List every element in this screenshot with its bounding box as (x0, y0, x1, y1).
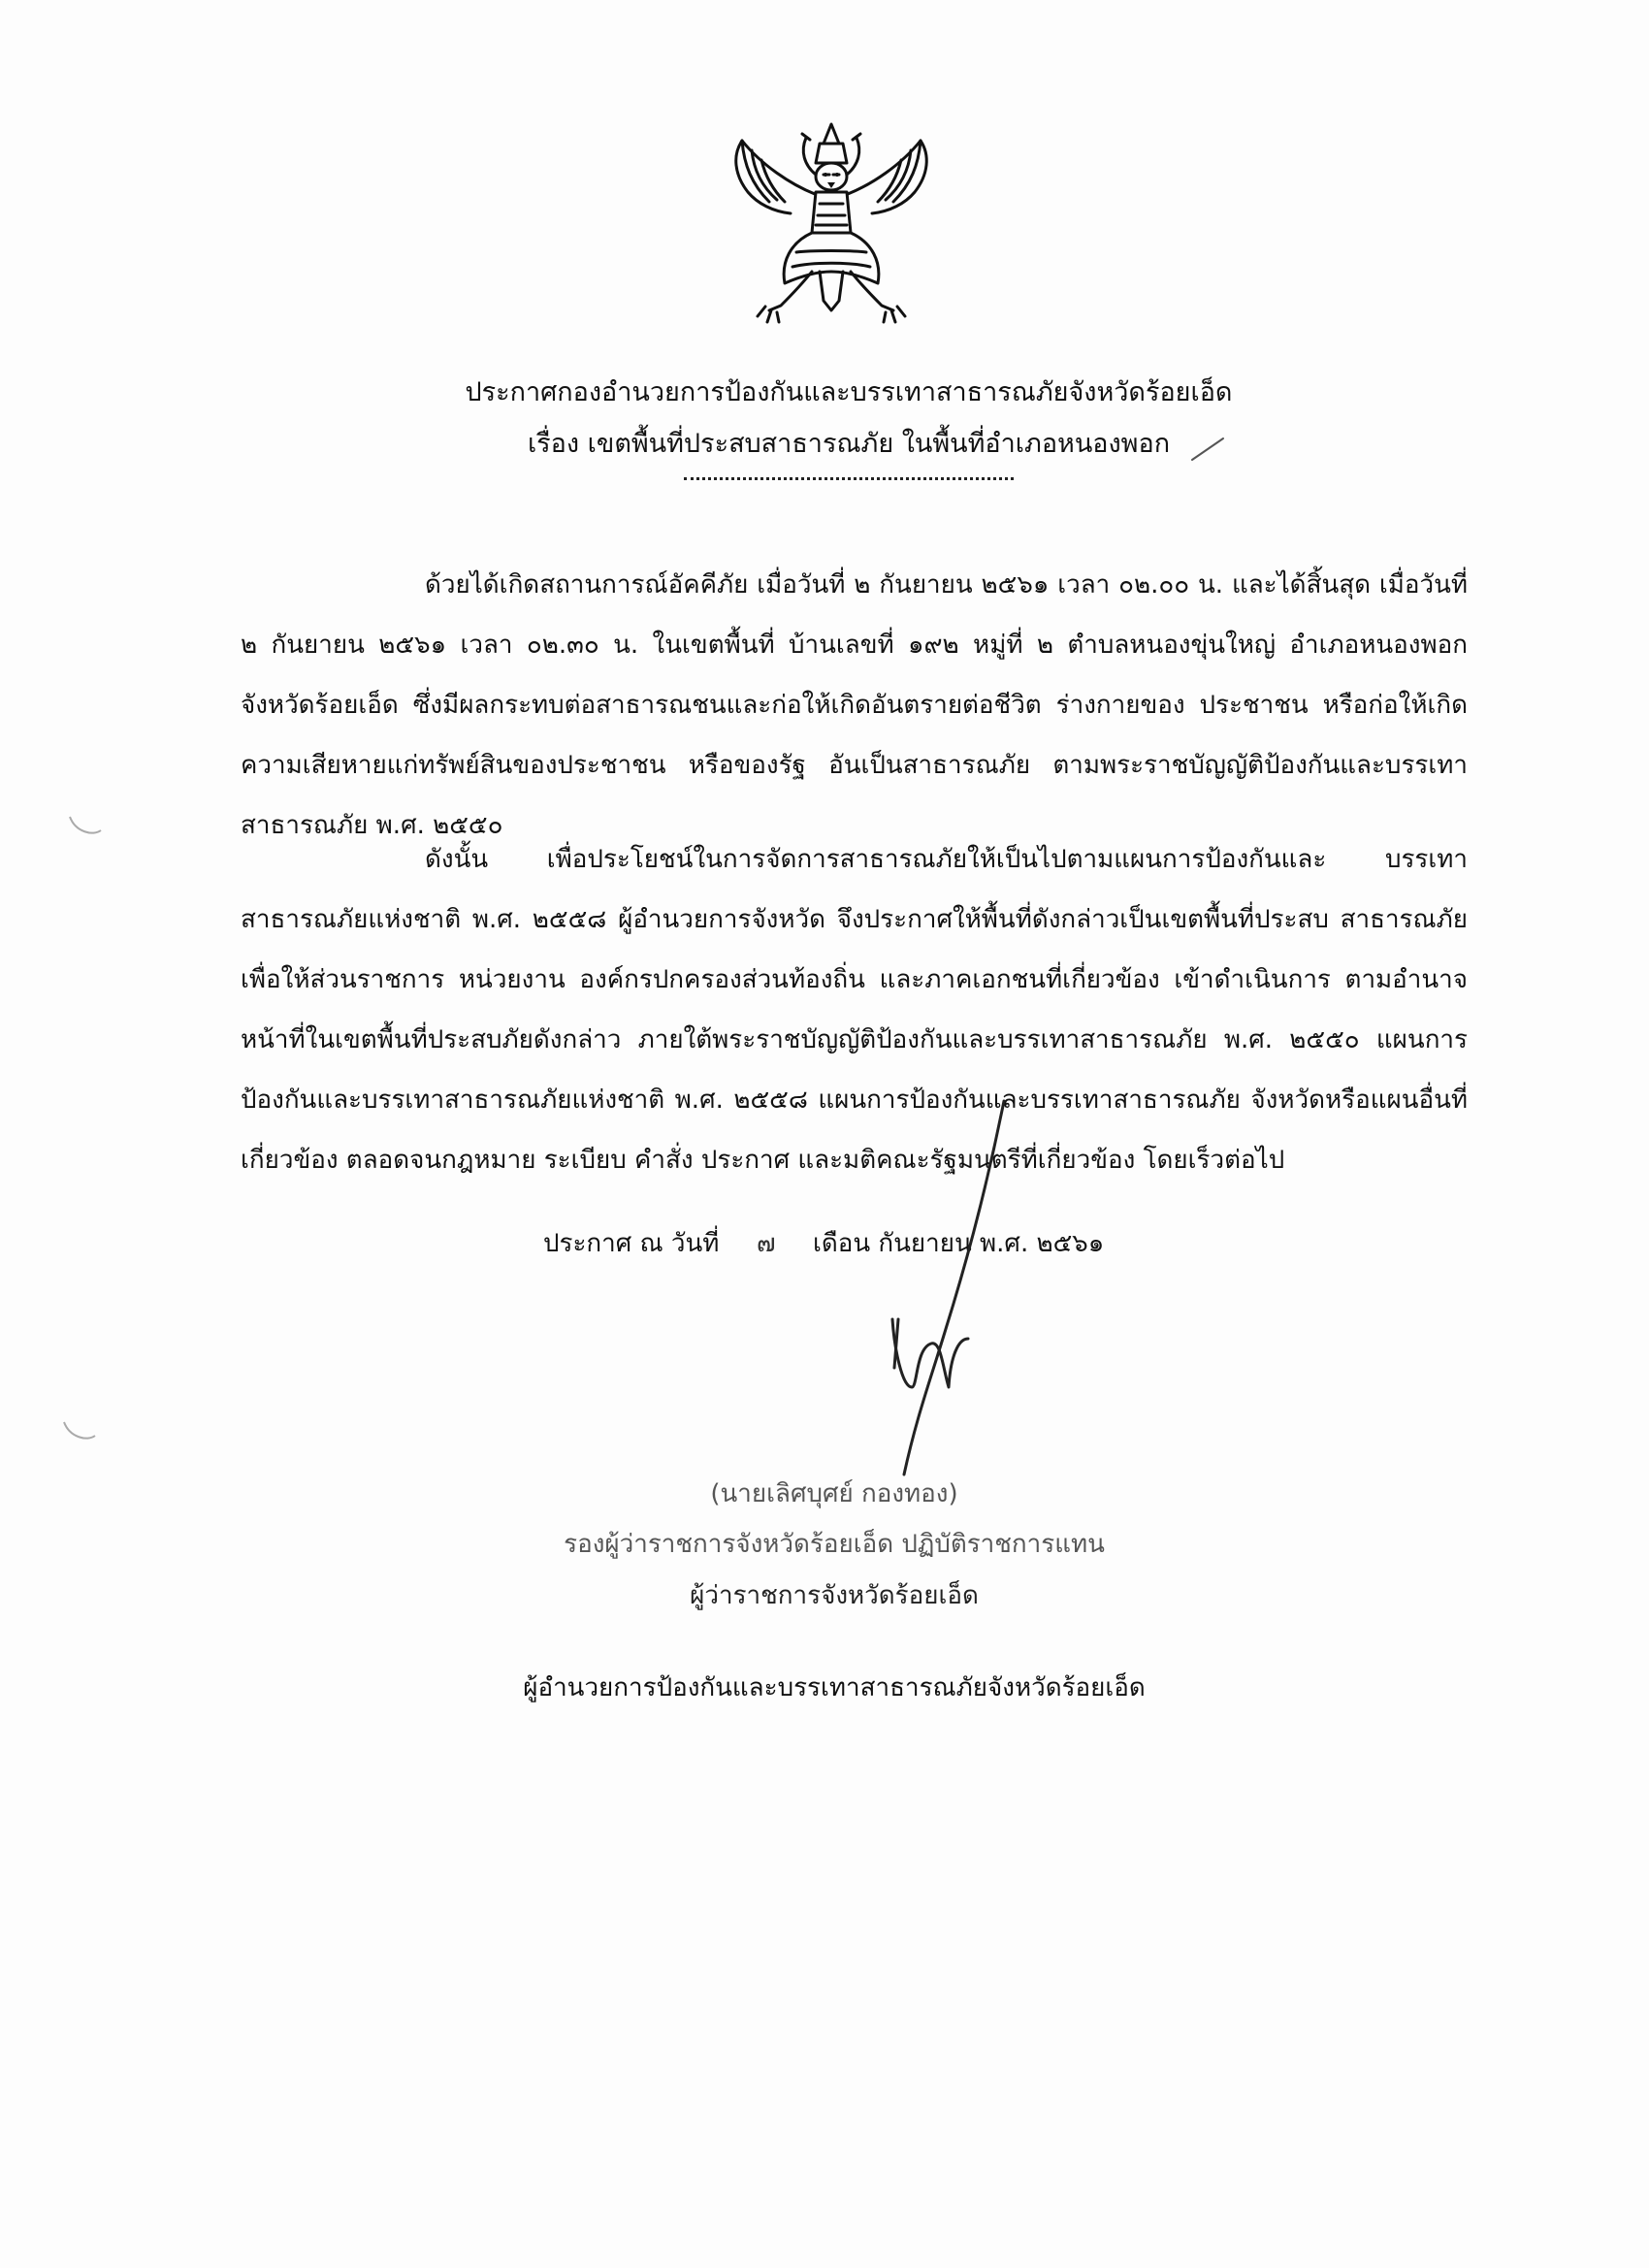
punch-hole-mark-icon (60, 1418, 99, 1447)
check-mark-icon (1188, 435, 1227, 464)
body-paragraph-1: ด้วยได้เกิดสถานการณ์อัคคีภัย เมื่อวันที่ ๒ กันยายน ๒๕๖๑ เวลา ๐๒.๐๐ น. และได้สิ้นสุด เมื่อวันที่ ๒ กันยายน ๒๕๖๑ เวลา ๐๒.๓๐ น. ในเขตพื้นที่ บ้านเลขที่ ๑๙๒ หมู่ที่ ๒ ตำบลหนองขุ่นใหญ่ อำเภอหนองพอก จังหวัดร้อยเอ็ด ซึ่งมีผลกระทบต่อสาธารณชนและก่อให้เกิดอันตรายต่อชีวิต ร่างกายของ ประชาชน หรือก่อให้เกิดความเสียหายแก่ทรัพย์สินของประชาชน หรือของรัฐ อันเป็นสาธารณภัย ตามพระราชบัญญัติป้องกันและบรรเทาสาธารณภัย พ.ศ. ๒๕๕๐ (241, 570, 1468, 840)
garuda-emblem-icon (723, 116, 941, 335)
signatory-role: ผู้อำนวยการป้องกันและบรรเทาสาธารณภัยจังหวัดร้อยเอ็ด (523, 1673, 1146, 1702)
title-divider (684, 477, 1014, 480)
body-paragraph-2: ดังนั้น เพื่อประโยชน์ในการจัดการสาธารณภัยให้เป็นไปตามแผนการป้องกันและ บรรเทาสาธารณภัยแห่งชาติ พ.ศ. ๒๕๕๘ ผู้อำนวยการจังหวัด จึงประกาศให้พื้นที่ดังกล่าวเป็นเขตพื้นที่ประสบ สาธารณภัย เพื่อให้ส่วนราชการ หน่วยงาน องค์กรปกครองส่วนท้องถิ่น และภาคเอกชนที่เกี่ยวข้อง เข้าดำเนินการ ตามอำนาจหน้าที่ในเขตพื้นที่ประสบภัยดังกล่าว ภายใต้พระราชบัญญัติป้องกันและบรรเทาสาธารณภัย พ.ศ. ๒๕๕๐ แผนการป้องกันและบรรเทาสาธารณภัยแห่งชาติ พ.ศ. ๒๕๕๘ แผนการป้องกันและบรรเทาสาธารณภัย จังหวัดหรือแผนอื่นที่เกี่ยวข้อง ตลอดจนกฎหมาย ระเบียบ คำสั่ง ประกาศ และมติคณะรัฐมนตรีที่เกี่ยวข้อง โดยเร็วต่อไป (241, 845, 1468, 1175)
signatory-name: (นายเลิศบุศย์ กองทอง) (710, 1479, 958, 1508)
handwritten-signature-icon (834, 1096, 1048, 1484)
date-month-year: เดือน กันยายน พ.ศ. ๒๕๖๑ (812, 1229, 1105, 1258)
announcement-title: ประกาศกองอำนวยการป้องกันและบรรเทาสาธารณภัยจังหวัดร้อยเอ็ด (465, 377, 1233, 407)
signatory-position-2: ผู้ว่าราชการจังหวัดร้อยเอ็ด (690, 1581, 979, 1610)
date-day: ๗ (756, 1229, 776, 1258)
date-prefix: ประกาศ ณ วันที่ (543, 1229, 720, 1258)
announcement-subject: เรื่อง เขตพื้นที่ประสบสาธารณภัย ในพื้นที่อำเภอหนองพอก (527, 429, 1171, 459)
punch-hole-mark-icon (66, 813, 105, 842)
signatory-position: รองผู้ว่าราชการจังหวัดร้อยเอ็ด ปฏิบัติราชการแทน (564, 1530, 1105, 1559)
